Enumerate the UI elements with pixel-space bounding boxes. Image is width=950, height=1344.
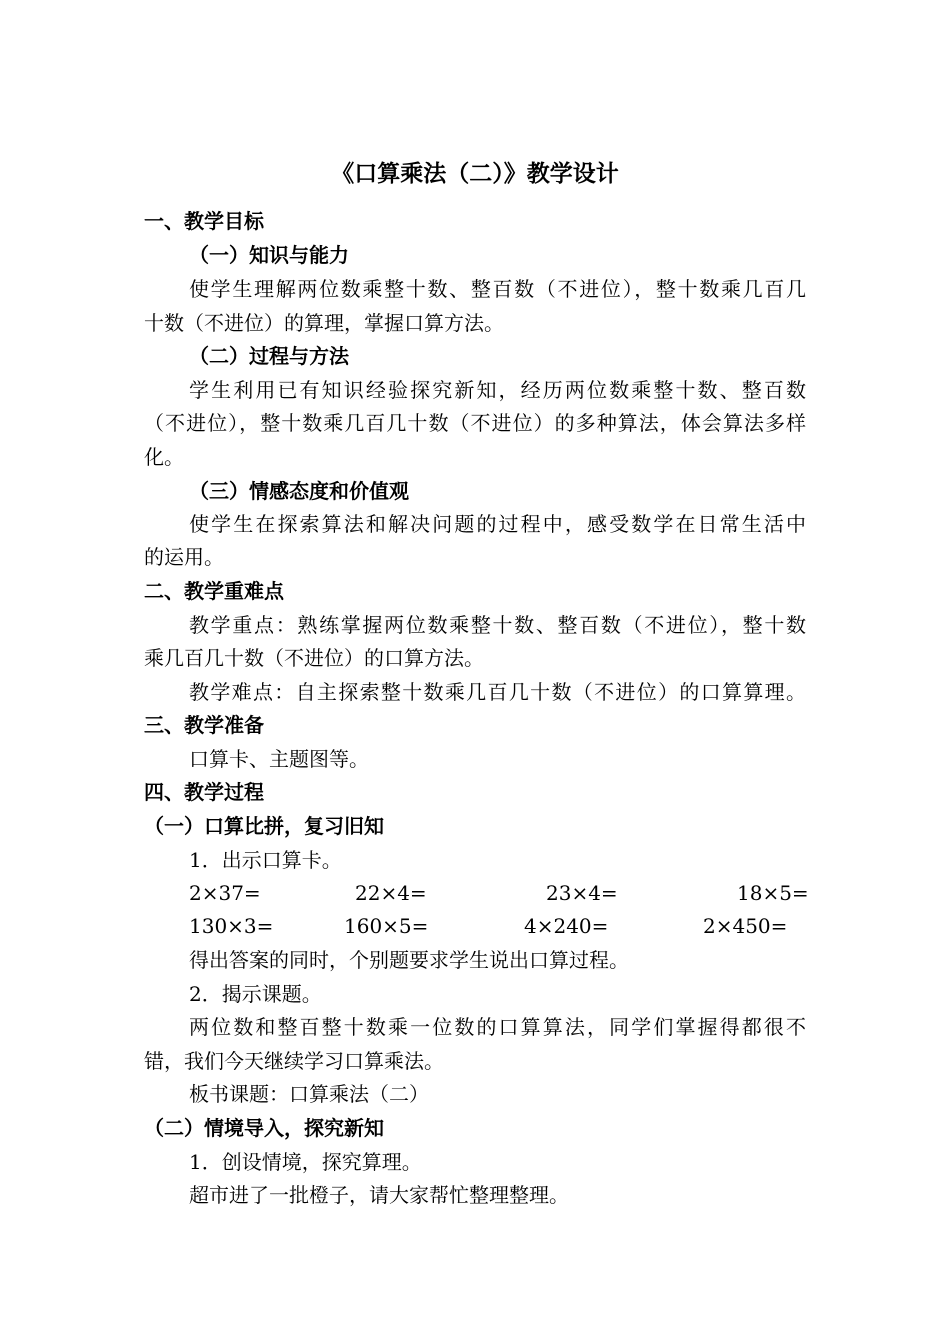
section-heading-process: 四、教学过程: [144, 780, 264, 804]
paragraph-line: 乘几百几十数（不进位）的口算方法。: [144, 646, 484, 670]
paragraph-line: 使学生理解两位数乘整十数、整百数（不进位），整十数乘几百几: [189, 277, 806, 301]
calc-item: 4×240=: [524, 914, 609, 938]
paragraph-line: 化。: [144, 445, 184, 469]
step-label: 1．出示口算卡。: [189, 848, 342, 872]
calc-item: 130×3=: [189, 914, 274, 938]
calc-item: 2×37=: [189, 881, 261, 905]
subheading-oral-calc-review: （一）口算比拼，复习旧知: [144, 814, 384, 838]
subheading-knowledge-ability: （一）知识与能力: [189, 243, 349, 267]
paragraph-line: 超市进了一批橙子，请大家帮忙整理整理。: [189, 1183, 569, 1207]
section-heading-key-points: 二、教学重难点: [144, 579, 284, 603]
paragraph-line: 的运用。: [144, 545, 224, 569]
paragraph-line: 错，我们今天继续学习口算乘法。: [144, 1049, 444, 1073]
paragraph-line: （不进位），整十数乘几百几十数（不进位）的多种算法，体会算法多样: [144, 411, 806, 435]
paragraph-line: 教学重点：熟练掌握两位数乘整十数、整百数（不进位），整十数: [189, 613, 806, 637]
calc-item: 18×5=: [737, 881, 809, 905]
paragraph-line: 十数（不进位）的算理，掌握口算方法。: [144, 311, 504, 335]
paragraph-line: 得出答案的同时，个别题要求学生说出口算过程。: [189, 948, 629, 972]
calc-item: 2×450=: [703, 914, 788, 938]
calc-item: 160×5=: [344, 914, 429, 938]
paragraph-line: 教学难点：自主探索整十数乘几百几十数（不进位）的口算算理。: [189, 680, 806, 704]
subheading-process-method: （二）过程与方法: [189, 344, 349, 368]
section-heading-preparation: 三、教学准备: [144, 713, 264, 737]
paragraph-line: 两位数和整百整十数乘一位数的口算算法，同学们掌握得都很不: [189, 1015, 806, 1039]
step-label: 1．创设情境，探究算理。: [189, 1150, 422, 1174]
step-label: 2．揭示课题。: [189, 982, 322, 1006]
paragraph-line: 板书课题：口算乘法（二）: [189, 1082, 429, 1106]
paragraph-line: 口算卡、主题图等。: [189, 747, 369, 771]
calc-item: 23×4=: [546, 881, 618, 905]
subheading-emotion-values: （三）情感态度和价值观: [189, 479, 409, 503]
paragraph-line: 学生利用已有知识经验探究新知，经历两位数乘整十数、整百数: [189, 378, 806, 402]
calc-item: 22×4=: [355, 881, 427, 905]
document-title: 《口算乘法（二）》教学设计: [331, 160, 619, 187]
subheading-situation-intro: （二）情境导入，探究新知: [144, 1116, 384, 1140]
section-heading-objectives: 一、教学目标: [144, 209, 264, 233]
paragraph-line: 使学生在探索算法和解决问题的过程中，感受数学在日常生活中: [189, 512, 806, 536]
